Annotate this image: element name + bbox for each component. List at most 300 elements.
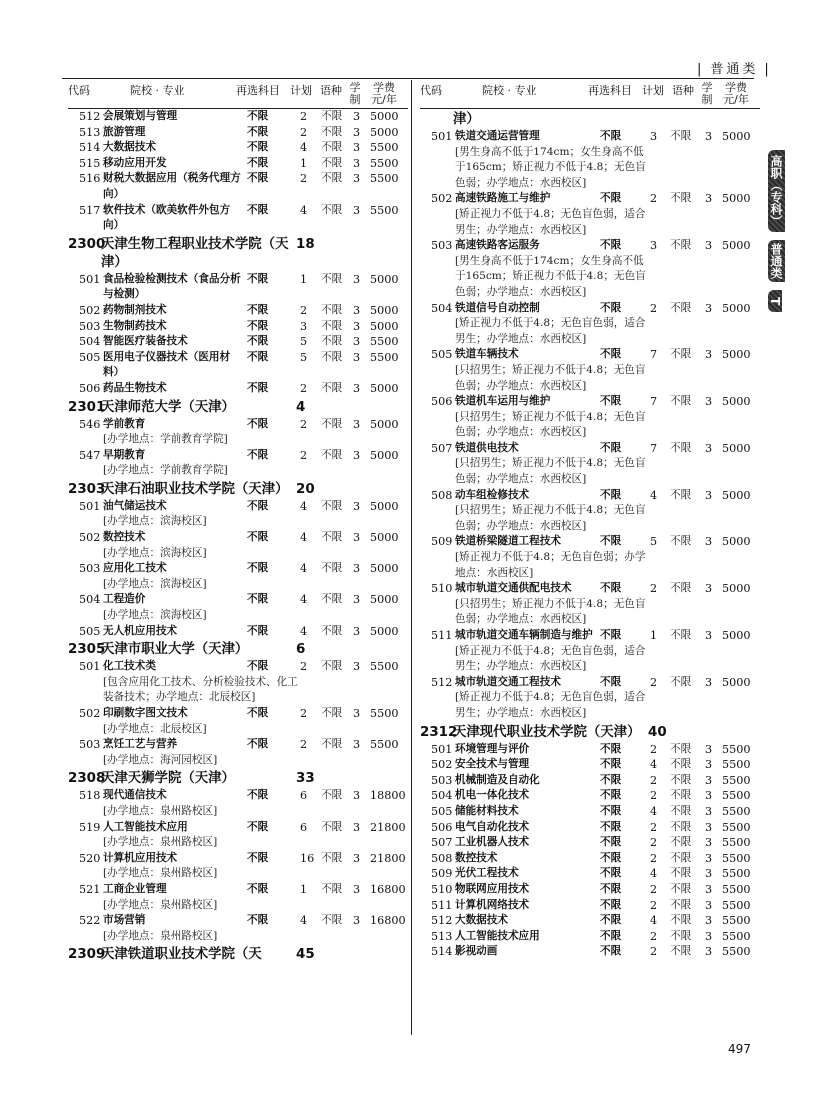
major-note: [只招男生；矫正视力不低于4.8；无色盲色弱；办学地点：水西校区] [455,457,646,486]
major-note: [办学地点：滨海校区] [103,515,207,528]
major-code: 514 [79,141,101,155]
language-requirement: 不限 [670,945,692,958]
plan-count: 7 [650,348,658,362]
major-code: 521 [79,882,101,896]
study-years: 3 [705,914,713,928]
study-years: 3 [705,301,713,315]
language-requirement: 不限 [321,562,343,575]
subject-requirement: 不限 [247,707,269,719]
major-name: 城市轨道交通工程技术 [455,675,561,688]
major-row [68,156,408,172]
right-entries [420,111,760,960]
plan-count: 2 [300,660,308,674]
major-note: [办学地点：学前教育学院] [103,464,228,477]
major-row [420,534,760,581]
tuition-fee: 5000 [722,629,751,642]
major-note: [只招男生；矫正视力不低于4.8；无色盲色弱；办学地点：水西校区] [455,363,646,392]
major-name: 大数据技术 [455,914,508,927]
major-code: 502 [79,707,101,720]
tuition-fee: 5500 [722,820,751,834]
tuition-fee: 5000 [722,130,751,143]
major-note: [男生身高不低于174cm；女生身高不低于165cm；矫正视力不低于4.8；无色盲色弱；办学地点：水西校区] [455,254,646,298]
study-years: 3 [353,417,361,431]
plan-count: 2 [650,929,658,943]
major-name: 化工技术类 [103,660,156,673]
major-code: 509 [431,535,453,549]
language-requirement: 不限 [670,820,692,833]
language-requirement: 不限 [321,914,343,927]
column-header [420,80,760,109]
language-requirement: 不限 [670,582,692,595]
side-tabs [768,150,816,320]
major-row [68,109,408,125]
tuition-fee: 21800 [370,820,406,834]
institution-name: 天津铁道职业技术学院（天 [101,947,262,963]
major-row [68,448,408,479]
tuition-fee: 5500 [370,707,399,720]
major-name: 移动应用开发 [103,156,167,169]
study-years: 3 [353,156,361,170]
major-row [420,944,760,960]
header-years: 学制 [701,81,713,106]
plan-count: 2 [300,448,308,462]
plan-count: 2 [650,851,658,865]
language-requirement: 不限 [321,156,343,169]
major-name: 财税大数据应用（税务代理方向） [103,172,241,200]
plan-count: 7 [650,441,658,455]
tuition-fee: 5500 [722,867,751,881]
plan-count: 4 [650,914,658,928]
study-years: 3 [353,203,361,217]
study-years: 3 [353,820,361,834]
language-requirement: 不限 [321,350,343,363]
subject-requirement: 不限 [247,335,269,348]
study-years: 3 [353,110,361,123]
major-code: 502 [79,531,101,545]
major-row [420,804,760,820]
subject-requirement: 不限 [247,499,269,512]
subject-requirement: 不限 [247,156,269,169]
tuition-fee: 5500 [722,851,751,865]
major-row [420,788,760,804]
major-row [420,675,760,722]
subject-requirement: 不限 [247,381,269,394]
major-code: 546 [79,417,101,431]
major-row [68,788,408,819]
subject-requirement: 不限 [600,742,622,755]
subject-requirement: 不限 [247,350,269,363]
tuition-fee: 5000 [722,582,751,596]
major-name: 应用化工技术 [103,562,167,575]
study-years: 3 [353,624,361,638]
subject-requirement: 不限 [600,898,622,911]
major-code: 511 [431,629,453,642]
language-requirement: 不限 [321,531,343,544]
major-row [68,561,408,592]
major-code: 514 [431,945,453,959]
study-years: 3 [353,303,361,317]
tuition-fee: 5000 [722,301,751,315]
plan-count: 4 [650,758,658,772]
language-requirement: 不限 [670,867,692,880]
header-subject: 再选科目 [236,84,280,97]
study-years: 3 [353,914,361,928]
major-code: 502 [431,758,453,772]
major-row [420,929,760,945]
major-code: 505 [79,350,101,364]
major-note: [办学地点：泉州路校区] [103,867,218,880]
language-requirement: 不限 [321,738,343,751]
subject-requirement: 不限 [600,239,622,252]
subject-requirement: 不限 [247,624,269,637]
subject-requirement: 不限 [247,882,269,895]
major-row [420,394,760,441]
language-requirement: 不限 [670,535,692,548]
major-name: 电气自动化技术 [455,820,530,833]
institution-heading [68,481,408,499]
major-note: [矫正视力不低于4.8；无色盲色弱，适合男生；办学地点：水西校区] [455,207,646,236]
study-years: 3 [353,593,361,607]
subject-requirement: 不限 [247,562,269,575]
plan-count: 16 [300,851,315,865]
plan-count: 4 [650,867,658,881]
major-code: 522 [79,914,101,928]
subject-requirement: 不限 [600,675,622,688]
study-years: 3 [353,660,361,674]
tuition-fee: 5500 [722,898,751,912]
major-code: 513 [431,929,453,943]
tuition-fee: 5500 [370,660,399,674]
major-name: 高速铁路施工与维护 [455,192,551,205]
major-row [68,140,408,156]
major-code: 507 [431,441,453,455]
plan-count: 2 [650,675,658,689]
major-name: 工程造价 [103,593,146,606]
language-requirement: 不限 [670,929,692,942]
tuition-fee: 5500 [370,335,399,349]
major-row [420,581,760,628]
major-row [68,303,408,319]
plan-count: 2 [300,303,308,317]
major-name: 数控技术 [103,531,146,544]
major-row [420,301,760,348]
major-name: 铁道车辆技术 [455,348,519,361]
major-code: 506 [431,395,453,409]
institution-heading [68,399,408,417]
header-code: 代码 [68,84,90,97]
study-years: 3 [705,789,713,803]
tuition-fee: 18800 [370,789,406,803]
major-note: [办学地点：滨海校区] [103,577,207,590]
tuition-fee: 5500 [370,350,399,364]
study-years: 3 [705,836,713,850]
major-name: 大数据技术 [103,141,156,154]
study-years: 3 [353,319,361,333]
institution-code: 2300 [68,236,106,252]
major-name: 城市轨道交通供配电技术 [455,582,572,595]
major-name: 人工智能技术应用 [103,820,188,833]
major-name: 铁道信号自动控制 [455,301,540,314]
major-row [420,757,760,773]
plan-count: 4 [300,141,308,155]
major-note: [办学地点：海河园校区] [103,753,218,766]
subject-requirement: 不限 [600,804,622,817]
major-note: [办学地点：滨海校区] [103,546,207,559]
major-row [68,737,408,768]
study-years: 3 [353,125,361,139]
subject-requirement: 不限 [600,867,622,880]
page-number: 497 [728,1042,751,1056]
tuition-fee: 5500 [722,789,751,803]
tuition-fee: 5500 [722,836,751,850]
major-row [420,835,760,851]
institution-heading [420,111,760,129]
subject-requirement: 不限 [247,125,269,138]
major-code: 504 [431,789,453,803]
major-note: [矫正视力不低于4.8；无色盲色弱，适合男生；办学地点：水西校区] [455,317,646,345]
plan-count: 2 [650,582,658,596]
tuition-fee: 5000 [722,395,751,409]
subject-requirement: 不限 [247,417,269,430]
study-years: 3 [705,945,713,959]
study-years: 3 [705,851,713,865]
institution-code: 2305 [68,642,106,658]
plan-count: 2 [300,125,308,139]
column-header [68,80,408,109]
major-code: 501 [79,499,101,513]
subject-requirement: 不限 [247,820,269,833]
language-requirement: 不限 [321,660,343,673]
major-name: 油气储运技术 [103,499,167,512]
major-name: 药物制剂技术 [103,303,167,316]
language-requirement: 不限 [670,348,692,361]
plan-count: 1 [650,629,658,642]
subject-requirement: 不限 [600,929,622,942]
subject-requirement: 不限 [600,820,622,833]
header-school-major: 院校 · 专业 [482,84,537,97]
tuition-fee: 5000 [722,348,751,362]
subject-requirement: 不限 [600,629,622,641]
left-column [68,80,408,964]
major-name: 学前教育 [103,417,146,430]
plan-count: 4 [300,531,308,545]
tuition-fee: 5500 [722,742,751,756]
major-row [420,441,760,488]
major-row [420,882,760,898]
institution-heading [68,236,408,272]
language-requirement: 不限 [670,130,692,142]
major-code: 516 [79,172,101,186]
subject-requirement: 不限 [247,660,269,673]
study-years: 3 [705,348,713,362]
major-note: [只招男生；矫正视力不低于4.8；无色盲色弱；办学地点：水西校区] [455,504,646,532]
major-row [420,898,760,914]
study-years: 3 [705,488,713,502]
major-row [68,851,408,882]
study-years: 3 [353,448,361,462]
institution-total: 6 [296,642,306,658]
side-tab-letter[interactable]: T [768,290,782,312]
major-row [420,488,760,535]
major-row [420,773,760,789]
language-requirement: 不限 [670,804,692,817]
major-name: 无人机应用技术 [103,624,178,637]
major-row [68,592,408,623]
plan-count: 2 [300,172,308,186]
subject-requirement: 不限 [247,593,269,606]
subject-requirement: 不限 [247,203,269,216]
plan-count: 6 [300,789,308,803]
language-requirement: 不限 [321,789,343,802]
tuition-fee: 5500 [722,758,751,772]
language-requirement: 不限 [321,499,343,512]
subject-requirement: 不限 [247,141,269,154]
major-name: 药品生物技术 [103,381,167,394]
tuition-fee: 21800 [370,851,406,865]
major-name: 印刷数字图文技术 [103,707,188,719]
subject-requirement: 不限 [600,789,622,802]
major-row [68,171,408,202]
institution-total: 4 [296,399,306,415]
major-name: 旅游管理 [103,125,146,138]
plan-count: 3 [300,319,308,333]
major-row [68,203,408,234]
study-years: 3 [353,531,361,545]
side-tab-type[interactable]: 普通类 [768,240,785,282]
subject-requirement: 不限 [247,448,269,461]
major-code: 503 [79,562,101,576]
tuition-fee: 5500 [722,945,751,959]
institution-total: 40 [648,724,667,740]
tuition-fee: 5000 [370,562,399,576]
major-note: [男生身高不低于174cm；女生身高不低于165cm；矫正视力不低于4.8；无色盲色弱；办学地点：水西校区] [455,145,646,189]
language-requirement: 不限 [670,395,692,408]
major-row [420,742,760,758]
institution-name: 天津天狮学院（天津） [101,771,235,787]
major-code: 506 [79,381,101,395]
language-requirement: 不限 [321,272,343,285]
major-name: 生物制药技术 [103,319,167,332]
study-years: 3 [705,535,713,549]
major-code: 503 [79,738,101,752]
plan-count: 2 [650,789,658,803]
major-row [420,628,760,675]
top-rule [62,78,754,79]
institution-code: 2308 [68,771,106,787]
subject-requirement: 不限 [600,851,622,864]
plan-count: 4 [650,804,658,818]
major-name: 现代通信技术 [103,789,167,802]
language-requirement: 不限 [670,192,692,205]
header-fee: 学费元/年 [371,81,397,106]
major-note: [矫正视力不低于4.8；无色盲色弱，适合男生；办学地点：水西校区] [455,644,646,673]
major-row [68,820,408,851]
institution-heading [68,946,408,964]
tuition-fee: 5500 [722,929,751,943]
major-row [68,350,408,381]
plan-count: 2 [650,820,658,834]
plan-count: 2 [300,381,308,395]
plan-count: 1 [300,156,308,170]
major-name: 机械制造及自动化 [455,773,540,786]
study-years: 3 [705,898,713,912]
plan-count: 2 [300,738,308,752]
major-note: [矫正视力不低于4.8；无色盲色弱，适合男生；办学地点：水西校区] [455,691,646,719]
plan-count: 5 [300,350,308,364]
major-row [68,319,408,335]
major-code: 513 [79,125,101,139]
plan-count: 6 [300,820,308,834]
institution-code: 2301 [68,399,106,415]
major-row [420,820,760,836]
left-entries [68,109,408,964]
tuition-fee: 5000 [370,593,399,607]
institution-name: 津） [453,112,480,127]
subject-requirement: 不限 [247,738,269,751]
major-note: [办学地点：泉州路校区] [103,836,218,849]
side-tab-level[interactable]: 高职（专科） [768,150,785,232]
major-code: 510 [431,582,453,596]
study-years: 3 [705,882,713,896]
tuition-fee: 16800 [370,882,406,896]
study-years: 3 [705,441,713,455]
plan-count: 2 [650,882,658,896]
plan-count: 2 [650,192,658,206]
tuition-fee: 5500 [722,773,751,787]
study-years: 3 [353,738,361,752]
language-requirement: 不限 [321,593,343,606]
right-column [420,80,760,960]
institution-total: 20 [296,481,315,497]
subject-requirement: 不限 [600,395,622,408]
plan-count: 3 [650,130,658,143]
language-requirement: 不限 [670,914,692,927]
major-note: [只招男生；矫正视力不低于4.8；无色盲色弱；办学地点：水西校区] [455,597,646,626]
major-code: 505 [431,804,453,818]
plan-count: 1 [300,272,308,286]
major-code: 501 [79,272,101,286]
institution-code: 2309 [68,947,106,963]
tuition-fee: 5000 [722,441,751,455]
language-requirement: 不限 [670,836,692,849]
major-code: 520 [79,851,101,865]
tuition-fee: 5500 [722,804,751,818]
major-name: 早期教育 [103,448,146,461]
tuition-fee: 5000 [370,125,399,139]
study-years: 3 [705,867,713,881]
study-years: 3 [705,582,713,596]
tuition-fee: 5500 [722,914,751,928]
major-name: 城市轨道交通车辆制造与维护 [455,629,593,641]
major-row [420,866,760,882]
major-name: 数控技术 [455,851,498,864]
plan-count: 1 [300,882,308,896]
subject-requirement: 不限 [247,303,269,316]
subject-requirement: 不限 [600,348,622,361]
major-row [420,851,760,867]
major-code: 511 [431,898,453,912]
institution-code: 2312 [420,724,458,740]
language-requirement: 不限 [321,203,343,216]
plan-count: 2 [300,417,308,431]
language-requirement: 不限 [670,882,692,895]
subject-requirement: 不限 [600,914,622,927]
major-name: 工商企业管理 [103,882,167,895]
header-school-major: 院校 · 专业 [130,84,185,97]
major-code: 502 [79,303,101,317]
plan-count: 7 [650,395,658,409]
major-code: 518 [79,789,101,803]
